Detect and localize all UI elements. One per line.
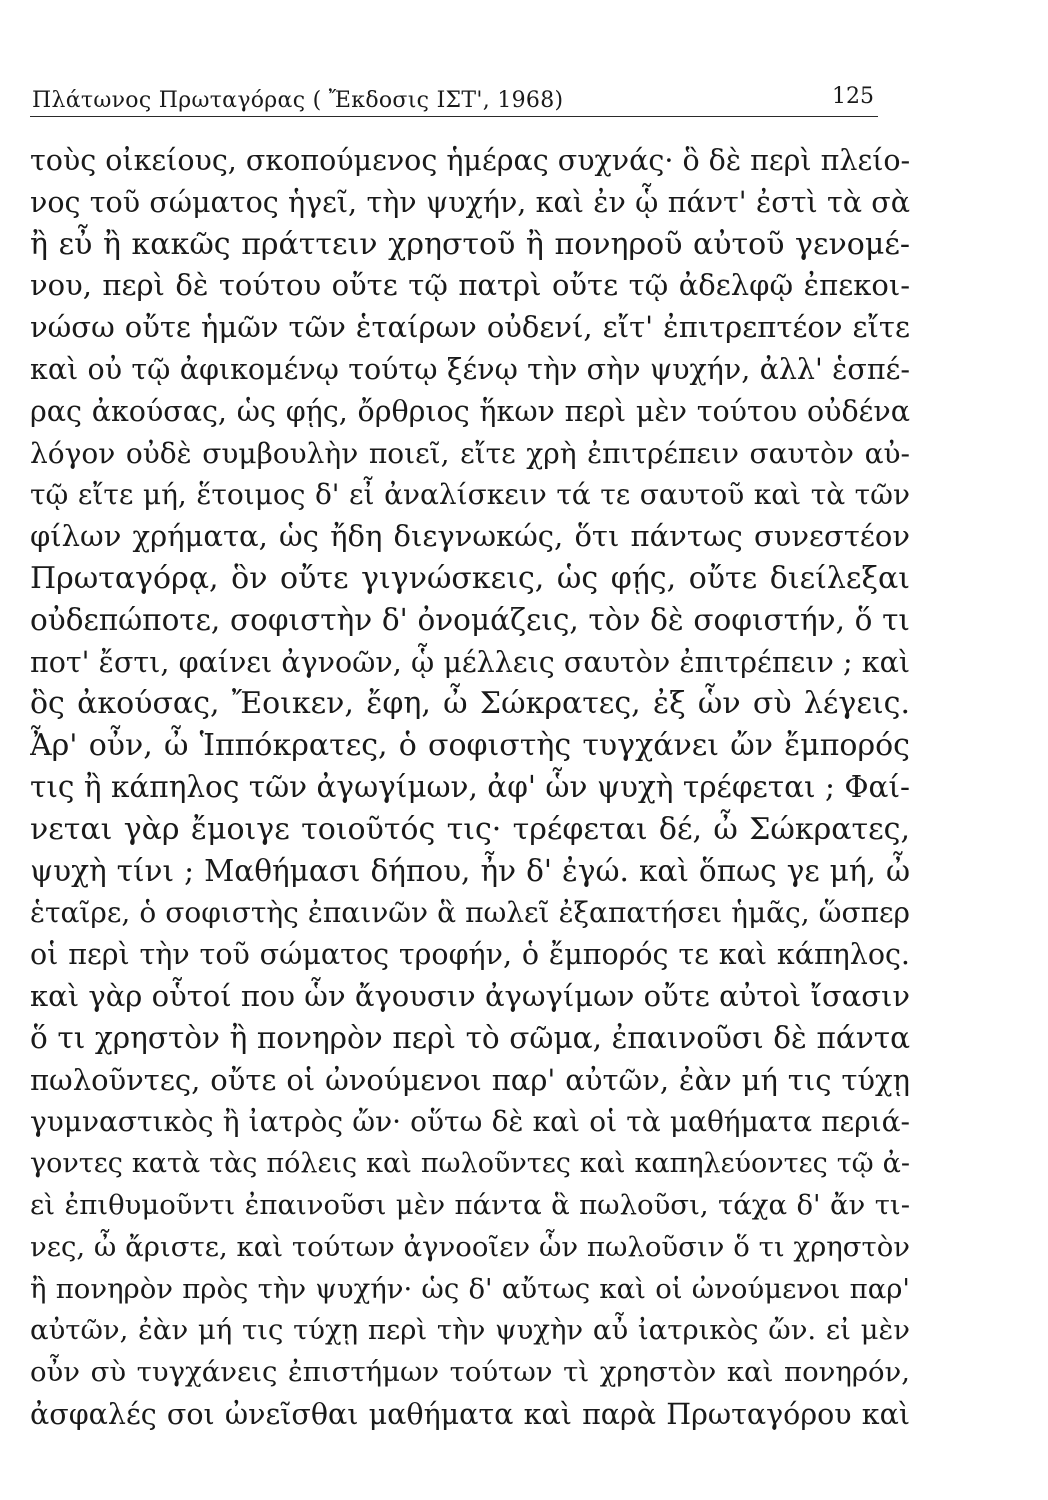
text-line: ὃς ἀκούσας, Ἔοικεν, ἔφη, ὦ Σώκρατες, ἐξ ὧν σὺ λέγεις.: [30, 686, 910, 722]
text-line: νώσω οὔτε ἡμῶν τῶν ἑταίρων οὐδενί, εἴτ' ἐπιτρεπτέον εἴτε: [30, 310, 910, 345]
text-line: γοντες κατὰ τὰς πόλεις καὶ πωλοῦντες καὶ καπηλεύοντες τῷ ἀ-: [30, 1148, 910, 1180]
text-line: νες, ὦ ἄριστε, καὶ τούτων ἀγνοοῖεν ὧν πωλοῦσιν ὅ τι χρηστὸν: [30, 1230, 910, 1263]
text-line: τις ἢ κάπηλος τῶν ἀγωγίμων, ἀφ' ὧν ψυχὴ τρέφεται ; Φαί-: [30, 769, 910, 804]
text-line: οὖν σὺ τυγχάνεις ἐπιστήμων τούτων τὶ χρηστὸν καὶ πονηρόν,: [30, 1356, 910, 1389]
text-line: ὅ τι χρηστὸν ἢ πονηρὸν περὶ τὸ σῶμα, ἐπαινοῦσι δὲ πάντα: [30, 1020, 910, 1055]
text-line: καὶ οὐ τῷ ἀφικομένῳ τούτῳ ξένῳ τὴν σὴν ψυχήν, ἀλλ' ἑσπέ-: [30, 352, 910, 386]
text-line: ρας ἀκούσας, ὡς φῄς, ὄρθριος ἥκων περὶ μὲν τούτου οὐδένα: [30, 394, 910, 428]
text-line: νος τοῦ σώματος ἡγεῖ, τὴν ψυχήν, καὶ ἐν ᾧ πάντ' ἐστὶ τὰ σὰ: [30, 185, 910, 219]
text-line: ἑταῖρε, ὁ σοφιστὴς ἐπαινῶν ἃ πωλεῖ ἐξαπατήσει ἡμᾶς, ὥσπερ: [30, 896, 910, 930]
text-line: τῷ εἴτε μή, ἕτοιμος δ' εἶ ἀναλίσκειν τά τε σαυτοῦ καὶ τὰ τῶν: [30, 478, 910, 512]
text-line: πωλοῦντες, οὔτε οἱ ὠνούμενοι παρ' αὐτῶν, ἐὰν μή τις τύχῃ: [30, 1062, 910, 1097]
running-header: [30, 86, 878, 117]
text-line: τοὺς οἰκείους, σκοπούμενος ἡμέρας συχνάς· ὃ δὲ περὶ πλείο-: [30, 144, 910, 177]
body-text: [30, 140, 910, 1436]
text-line: λόγον οὐδὲ συμβουλὴν ποιεῖ, εἴτε χρὴ ἐπιτρέπειν σαυτὸν αὐ-: [30, 436, 910, 470]
text-line: νεται γὰρ ἔμοιγε τοιοῦτός τις· τρέφεται δέ, ὦ Σώκρατες,: [30, 811, 910, 847]
running-title: Πλάτωνος Πρωταγόρας ( Ἔκδοσις ΙΣΤ', 1968): [32, 88, 564, 113]
text-line: γυμναστικὸς ἢ ἰατρὸς ὤν· οὕτω δὲ καὶ οἱ τὰ μαθήματα περιά-: [30, 1105, 910, 1139]
text-line: Πρωταγόρᾳ, ὃν οὔτε γιγνώσκεις, ὡς φῄς, οὔτε διείλεξαι: [30, 560, 910, 596]
text-line: ψυχὴ τίνι ; Μαθήμασι δήπου, ἦν δ' ἐγώ. καὶ ὅπως γε μή, ὦ: [30, 853, 910, 888]
text-line: εὶ ἐπιθυμοῦντι ἐπαινοῦσι μὲν πάντα ἃ πωλοῦσι, τάχα δ' ἄν τι-: [30, 1188, 910, 1221]
text-line: Ἆρ' οὖν, ὦ Ἱππόκρατες, ὁ σοφιστὴς τυγχάνει ὤν ἔμπορός: [30, 728, 910, 764]
text-line: οἱ περὶ τὴν τοῦ σώματος τροφήν, ὁ ἔμπορός τε καὶ κάπηλος.: [30, 938, 910, 972]
page-number: 125: [832, 84, 874, 109]
text-line: ποτ' ἔστι, φαίνει ἀγνοῶν, ᾧ μέλλεις σαυτὸν ἐπιτρέπειν ; καὶ: [30, 645, 910, 679]
text-line: ἢ εὖ ἢ κακῶς πράττειν χρηστοῦ ἢ πονηροῦ αὐτοῦ γενομέ-: [30, 226, 910, 262]
text-line: φίλων χρήματα, ὡς ἤδη διεγνωκώς, ὅτι πάντως συνεστέον: [30, 519, 910, 554]
text-line: οὐδεπώποτε, σοφιστὴν δ' ὀνομάζεις, τὸν δὲ σοφιστήν, ὅ τι: [30, 602, 910, 637]
text-line: ἢ πονηρὸν πρὸς τὴν ψυχήν· ὡς δ' αὔτως καὶ οἱ ὠνούμενοι παρ': [30, 1272, 910, 1305]
text-line: αὐτῶν, ἐὰν μή τις τύχῃ περὶ τὴν ψυχὴν αὖ ἰατρικὸς ὤν. εἰ μὲν: [30, 1314, 910, 1347]
text-line: νου, περὶ δὲ τούτου οὔτε τῷ πατρὶ οὔτε τῷ ἀδελφῷ ἐπεκοι-: [30, 268, 910, 303]
text-line: καὶ γὰρ οὗτοί που ὧν ἄγουσιν ἀγωγίμων οὔτε αὐτοὶ ἴσασιν: [30, 978, 910, 1013]
text-line: ἀσφαλές σοι ὠνεῖσθαι μαθήματα καὶ παρὰ Πρωταγόρου καὶ: [30, 1397, 910, 1431]
